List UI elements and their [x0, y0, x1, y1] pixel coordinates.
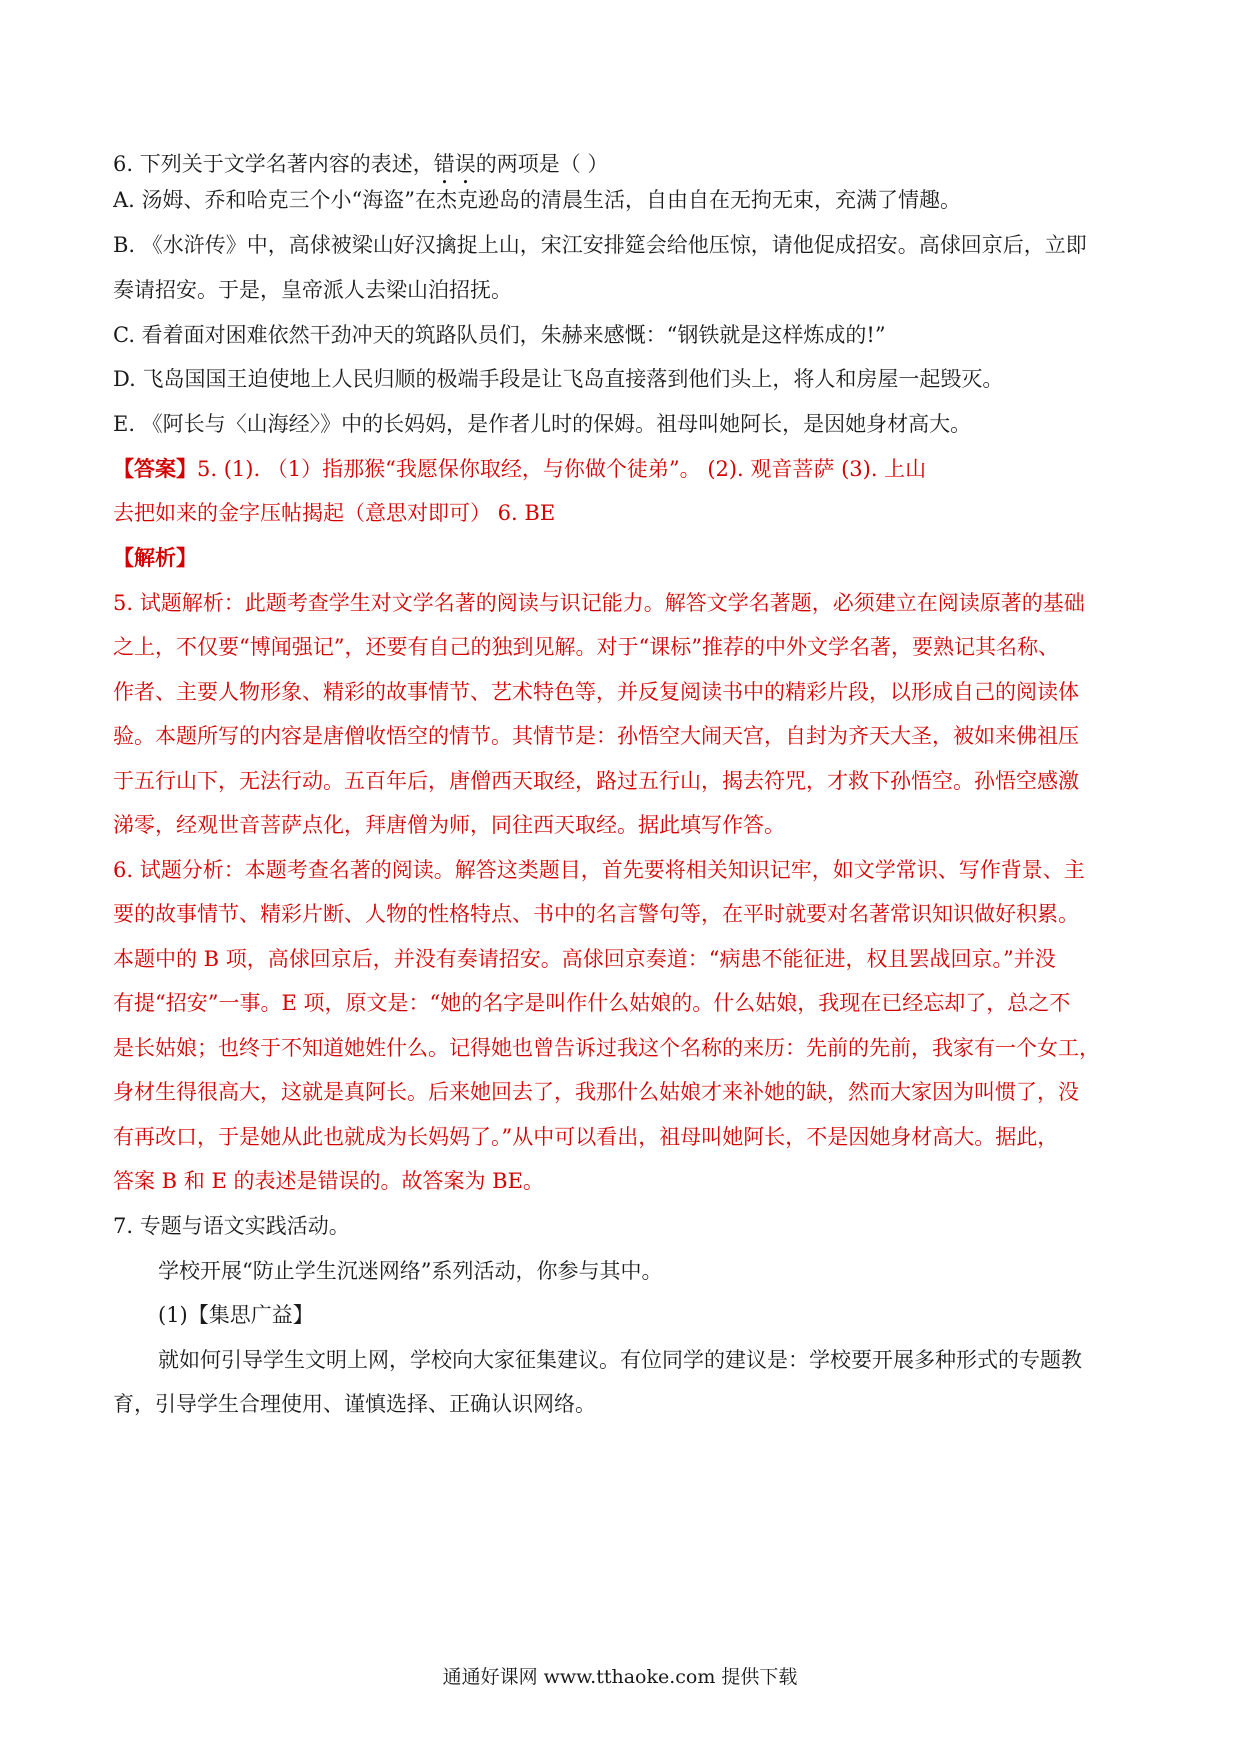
analysis-6-line: 身材生得很高大，这就是真阿长。后来她回去了，我那什么姑娘才来补她的缺，然而大家因为叫惯了，没: [113, 1080, 1079, 1104]
analysis-6-line: 是长姑娘；也终于不知道她姓什么。记得她也曾告诉过我这个名称的来历：先前的先前，我家有一个女工，: [113, 1036, 1100, 1060]
q6-stem-before: 6. 下列关于文学名著内容的表述，: [113, 152, 434, 176]
page-footer: 通通好课网 www.tthaoke.com 提供下载: [442, 1666, 798, 1688]
analysis-5-line: 于五行山下，无法行动。五百年后，唐僧西天取经，路过五行山，揭去符咒，才救下孙悟空。孙悟空感激: [113, 769, 1079, 793]
q6-option-c: C. 看着面对困难依然干劲冲天的筑路队员们，朱赫来感慨：“钢铁就是这样炼成的!”: [113, 323, 886, 347]
analysis-6-line: 有再改口，于是她从此也就成为长妈妈了。”从中可以看出，祖母叫她阿长，不是因她身材高大。据此，: [113, 1125, 1059, 1149]
analysis-5-line: 之上，不仅要“博闻强记”，还要有自己的独到见解。对于“课标”推荐的中外文学名著，要熟记其名称、: [113, 635, 1059, 659]
q6-option-e: E. 《阿长与〈山海经〉》中的长妈妈，是作者儿时的保姆。祖母叫她阿长，是因她身材高大。: [113, 412, 972, 436]
q7-paragraph-line: 就如何引导学生文明上网，学校向大家征集建议。有位同学的建议是：学校要开展多种形式的专题教: [158, 1348, 1082, 1372]
q6-stem-emphasis: 错误: [433, 152, 476, 176]
q6-option-b-cont: 奏请招安。于是，皇帝派人去梁山泊招抚。: [113, 278, 512, 302]
answer-label: 【答案】: [113, 456, 197, 481]
q7-intro: 学校开展“防止学生沉迷网络”系列活动，你参与其中。: [158, 1259, 663, 1283]
analysis-6-line: 答案 B 和 E 的表述是错误的。故答案为 BE。: [113, 1169, 544, 1193]
analysis-5-line: 作者、主要人物形象、精彩的故事情节、艺术特色等，并反复阅读书中的精彩片段，以形成自己的阅读体: [113, 680, 1079, 704]
q6-option-b: B. 《水浒传》中，高俅被梁山好汉擒捉上山，宋江安排筵会给他压惊，请他促成招安。高俅回京后，立即: [113, 233, 1087, 257]
answer-line-2: 去把如来的金字压帖揭起（意思对即可） 6. BE: [113, 501, 556, 525]
analysis-6-line: 本题中的 B 项，高俅回京后，并没有奏请招安。高俅回京奏道：“病患不能征进，权且罢战回京。”并没: [113, 947, 1056, 971]
answer-line-1: [113, 453, 1133, 485]
q7-sub1: (1)【集思广益】: [158, 1303, 314, 1327]
q6-option-d: D. 飞岛国国王迫使地上人民归顺的极端手段是让飞岛直接落到他们头上，将人和房屋一起毁灭。: [113, 367, 1004, 391]
q6-option-a: A. 汤姆、乔和哈克三个小“海盗”在杰克逊岛的清晨生活，自由自在无拘无束，充满了情趣。: [113, 188, 961, 212]
q6-stem: [113, 148, 1133, 189]
answer-text-1: 5. (1). （1）指那猴“我愿保你取经，与你做个徒弟”。 (2). 观音菩萨 (3). 上山: [197, 457, 927, 481]
analysis-5-line: 涕零，经观世音菩萨点化，拜唐僧为师，同往西天取经。据此填写作答。: [113, 813, 785, 837]
analysis-label: 【解析】: [113, 545, 197, 570]
analysis-6-line: 要的故事情节、精彩片断、人物的性格特点、书中的名言警句等，在平时就要对名著常识知识做好积累。: [113, 902, 1079, 926]
analysis-5-line: 5. 试题解析：此题考查学生对文学名著的阅读与识记能力。解答文学名著题，必须建立在阅读原著的基础: [113, 591, 1085, 615]
analysis-6-line: 有提“招安”一事。E 项，原文是：“她的名字是叫作什么姑娘的。什么姑娘，我现在已经忘却了，总之不: [113, 991, 1071, 1015]
analysis-6-line: 6. 试题分析：本题考查名著的阅读。解答这类题目，首先要将相关知识记牢，如文学常识、写作背景、主: [113, 858, 1085, 882]
analysis-5-line: 验。本题所写的内容是唐僧收悟空的情节。其情节是：孙悟空大闹天宫，自封为齐天大圣，被如来佛祖压: [113, 724, 1079, 748]
q7-paragraph-line: 育，引导学生合理使用、谨慎选择、正确认识网络。: [113, 1392, 596, 1416]
q6-stem-after: 的两项是（ ）: [475, 152, 609, 176]
q7-title: 7. 专题与语文实践活动。: [113, 1214, 350, 1238]
